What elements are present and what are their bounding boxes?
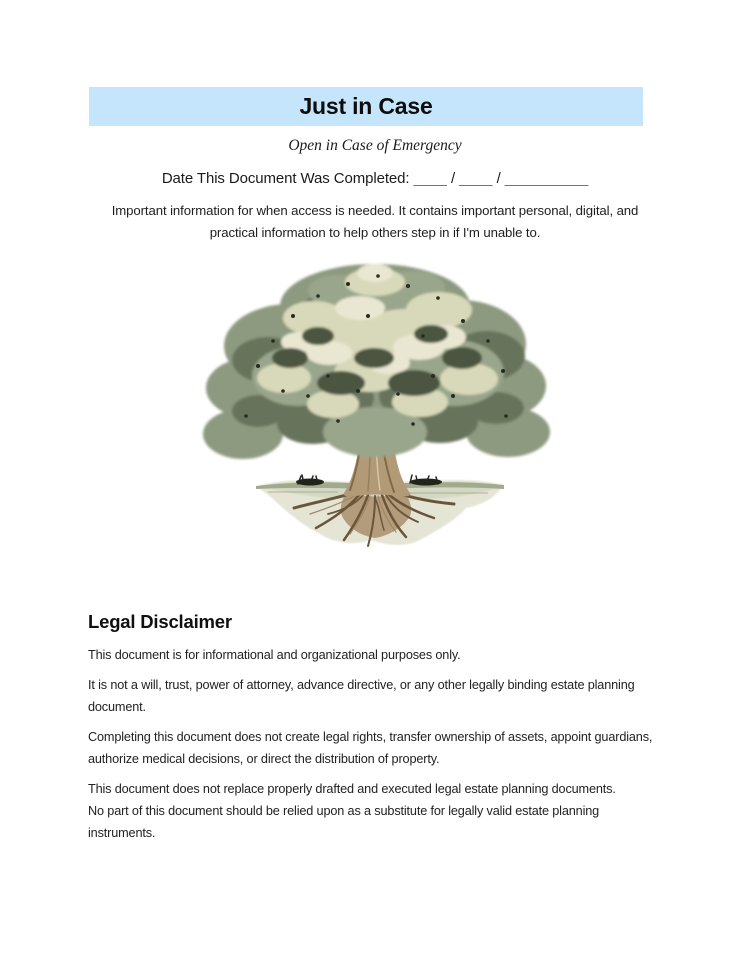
legal-disclaimer-heading: Legal Disclaimer [88, 611, 232, 632]
disclaimer-paragraph [88, 674, 676, 718]
date-completed-line [0, 170, 750, 187]
disclaimer-line: This document does not replace properly drafted and executed legal estate planning documents. [88, 782, 616, 796]
tree-canopy [203, 264, 550, 459]
date-separator: / [496, 170, 501, 187]
intro-line: practical information to help others step in if I'm unable to. [209, 225, 541, 240]
disclaimer-line: This document is for informational and organizational purposes only. [88, 648, 461, 662]
subtitle: Open in Case of Emergency [288, 137, 462, 154]
disclaimer-line: authorize medical decisions, or direct the distribution of property. [88, 752, 440, 766]
date-month-blank: ____ [413, 170, 447, 187]
date-day-blank: ____ [459, 170, 493, 187]
page-title: Just in Case [299, 93, 433, 119]
disclaimer-line: document. [88, 700, 146, 714]
intro-line: Important information for when access is needed. It contains important personal, digital, and [111, 203, 639, 218]
date-separator: / [450, 170, 456, 187]
intro-paragraph [75, 200, 675, 244]
title-banner [89, 87, 643, 126]
oak-tree-illustration [198, 246, 552, 558]
disclaimer-line: Completing this document does not create legal rights, transfer ownership of assets, appoint guardians, [88, 730, 653, 744]
oak-tree-svg [198, 246, 552, 558]
date-completed-label: Date This Document Was Completed: [161, 170, 410, 187]
date-year-blank: __________ [504, 170, 589, 187]
disclaimer-paragraph [88, 778, 676, 844]
legal-disclaimer-section [88, 611, 676, 852]
disclaimer-line: instruments. [88, 826, 156, 840]
disclaimer-line: No part of this document should be relied upon as a substitute for legally valid estate planning [88, 804, 600, 818]
disclaimer-line: It is not a will, trust, power of attorney, advance directive, or any other legally binding estate planning [88, 678, 635, 692]
disclaimer-paragraph [88, 726, 676, 770]
disclaimer-paragraph [88, 644, 676, 666]
